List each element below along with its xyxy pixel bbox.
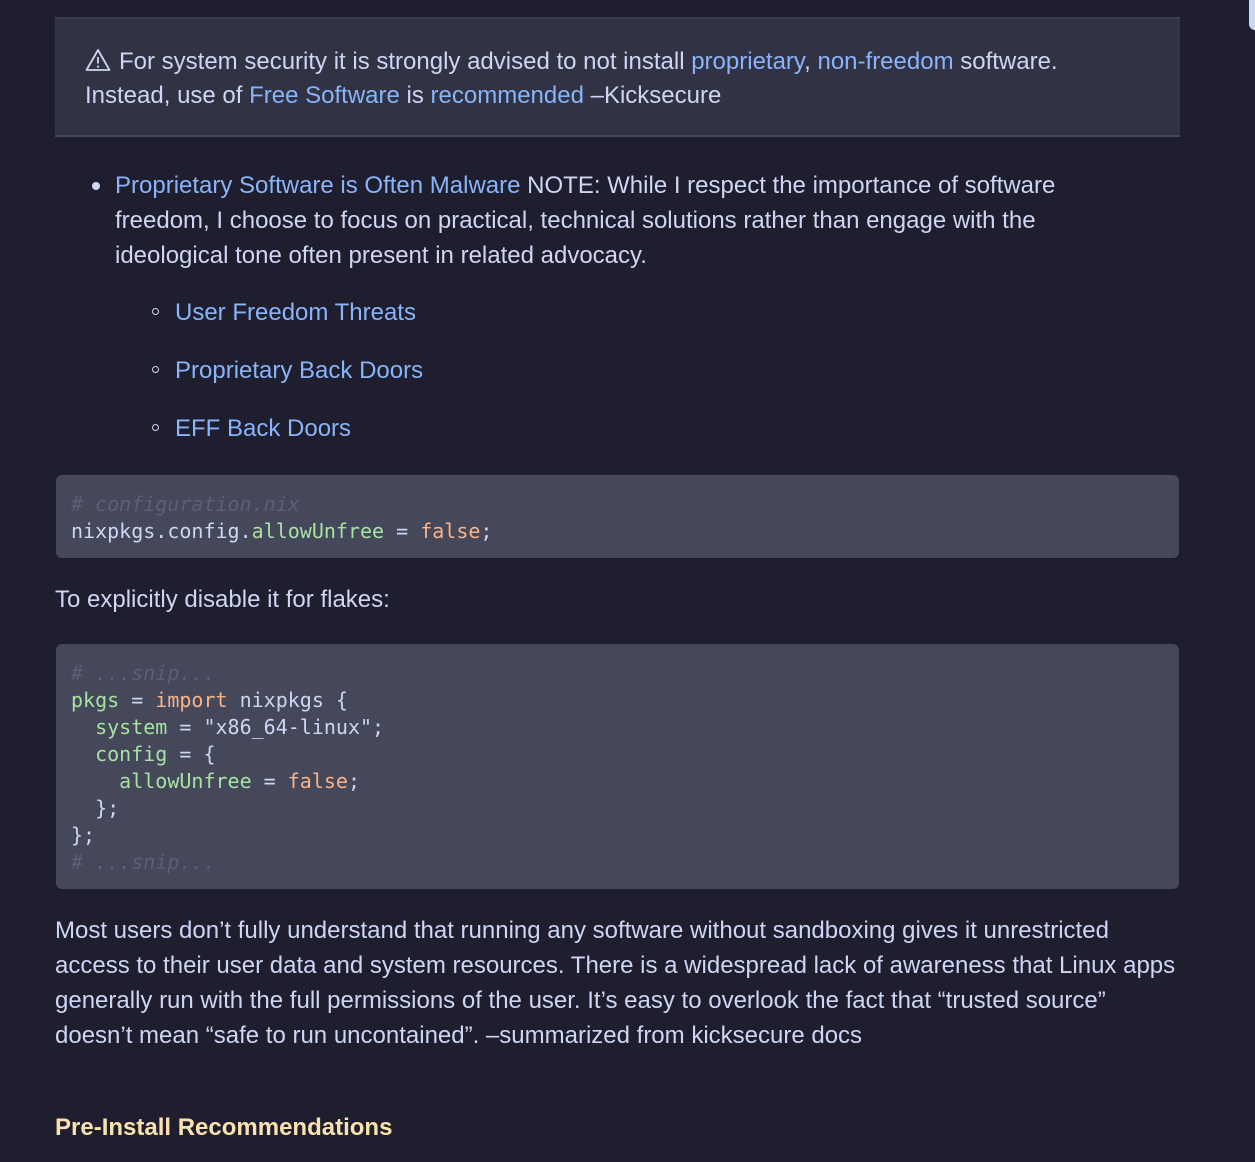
bullet-note-text: NOTE: While I respect the importance of software freedom, I choose to focus on practical, technical solutions rather than engage with the ideological tone often present in related advocacy. xyxy=(115,172,1056,269)
code-brace: { xyxy=(203,742,216,766)
code-operator: = xyxy=(119,688,156,712)
circle-bullet xyxy=(152,366,159,373)
proprietary-link[interactable]: proprietary xyxy=(691,48,805,75)
code-semicolon: ; xyxy=(347,769,361,793)
section-heading: Pre-Install Recommendations xyxy=(55,1114,393,1141)
eff-back-doors-link[interactable]: EFF Back Doors xyxy=(175,415,352,442)
notice-comma: , xyxy=(804,48,818,75)
code-block-configuration[interactable] xyxy=(56,475,1179,558)
circle-bullet xyxy=(152,424,159,431)
free-software-link[interactable]: Free Software xyxy=(249,82,400,109)
code-operator: = xyxy=(384,519,421,543)
code-object: nixpkgs.config. xyxy=(71,519,252,543)
list-item xyxy=(115,353,1120,388)
recommended-link[interactable]: recommended xyxy=(430,82,584,109)
scrollbar-thumb[interactable] xyxy=(1249,0,1255,30)
proprietary-malware-link[interactable]: Proprietary Software is Often Malware xyxy=(115,172,521,199)
code-keyword: import xyxy=(155,688,228,712)
code-comment: # configuration.nix xyxy=(71,492,300,516)
non-freedom-link[interactable]: non-freedom xyxy=(817,48,954,75)
sub-link-list xyxy=(115,295,1120,446)
list-item xyxy=(115,411,1120,446)
code-attribute: allowUnfree xyxy=(119,769,252,793)
code-comment: # ...snip... xyxy=(71,850,216,874)
code-operator: = xyxy=(251,769,288,793)
code-semicolon: ; xyxy=(480,519,493,543)
user-freedom-threats-link[interactable]: User Freedom Threats xyxy=(175,299,416,326)
malware-bullet-list xyxy=(55,168,1180,469)
code-block-flakes[interactable] xyxy=(56,644,1179,889)
code-value: false xyxy=(287,769,348,793)
notice-text-software: software. xyxy=(953,48,1058,75)
code-operator: = xyxy=(167,715,204,739)
code-brace: }; xyxy=(95,796,120,820)
security-notice xyxy=(55,17,1180,137)
code-value: false xyxy=(420,519,481,543)
code-attribute: allowUnfree xyxy=(251,519,385,543)
notice-text: For system security it is strongly advised to not install xyxy=(119,48,692,75)
circle-bullet xyxy=(152,308,159,315)
code-attribute: system xyxy=(95,715,168,739)
bullet-dot xyxy=(92,182,100,190)
proprietary-back-doors-link[interactable]: Proprietary Back Doors xyxy=(175,357,424,384)
code-semicolon: ; xyxy=(372,715,385,739)
code-attribute: config xyxy=(95,742,168,766)
list-item xyxy=(55,168,1180,446)
code-text: nixpkgs { xyxy=(227,688,348,712)
code-brace: }; xyxy=(71,823,96,847)
list-item xyxy=(115,295,1120,330)
flakes-intro-text: To explicitly disable it for flakes: xyxy=(55,586,390,613)
notice-text-is: is xyxy=(399,82,431,109)
code-comment: # ...snip... xyxy=(71,661,216,685)
notice-attribution: –Kicksecure xyxy=(583,82,722,109)
warning-triangle-icon xyxy=(85,48,111,72)
code-attribute: pkgs xyxy=(71,688,120,712)
code-operator: = xyxy=(167,742,204,766)
notice-text-instead: Instead, use of xyxy=(85,82,250,109)
code-string: "x86_64-linux" xyxy=(203,715,373,739)
sandboxing-summary-text: Most users don’t fully understand that running any software without sandboxing gives it unrestricted access to their user data and system resources. There is a widespread lack of awareness that Linux apps generally run with the full permissions of the user. It’s easy to overlook the fact that “trusted source” doesn’t mean “safe to run uncontained”. –summarized from kicksecure docs xyxy=(55,917,1176,1049)
